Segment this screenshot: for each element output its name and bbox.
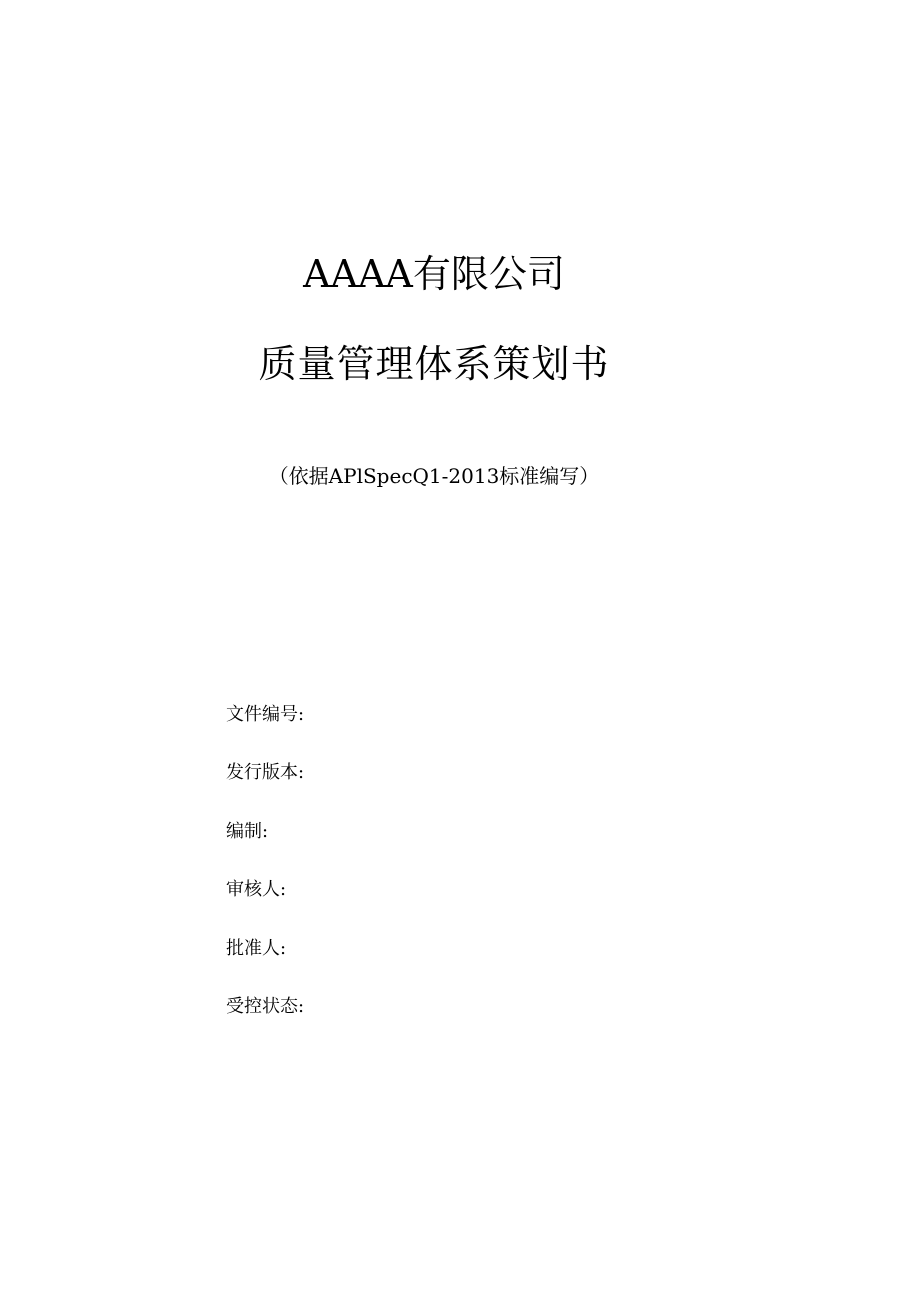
- field-reviewed-by: 审核人:: [226, 879, 287, 901]
- field-document-number: 文件编号:: [226, 704, 305, 725]
- field-approved-by: 批准人:: [226, 937, 287, 959]
- field-prepared-by: 编制:: [226, 820, 269, 842]
- document-title: 质量管理体系策划书: [258, 342, 610, 386]
- document-info-fields: [226, 700, 726, 1050]
- field-control-status: 受控状态:: [226, 995, 305, 1017]
- field-release-version: 发行版本:: [226, 762, 305, 784]
- company-name: AAAA有限公司: [303, 252, 565, 296]
- document-subtitle: （依据APlSpecQ1-2013标准编写）: [268, 464, 600, 488]
